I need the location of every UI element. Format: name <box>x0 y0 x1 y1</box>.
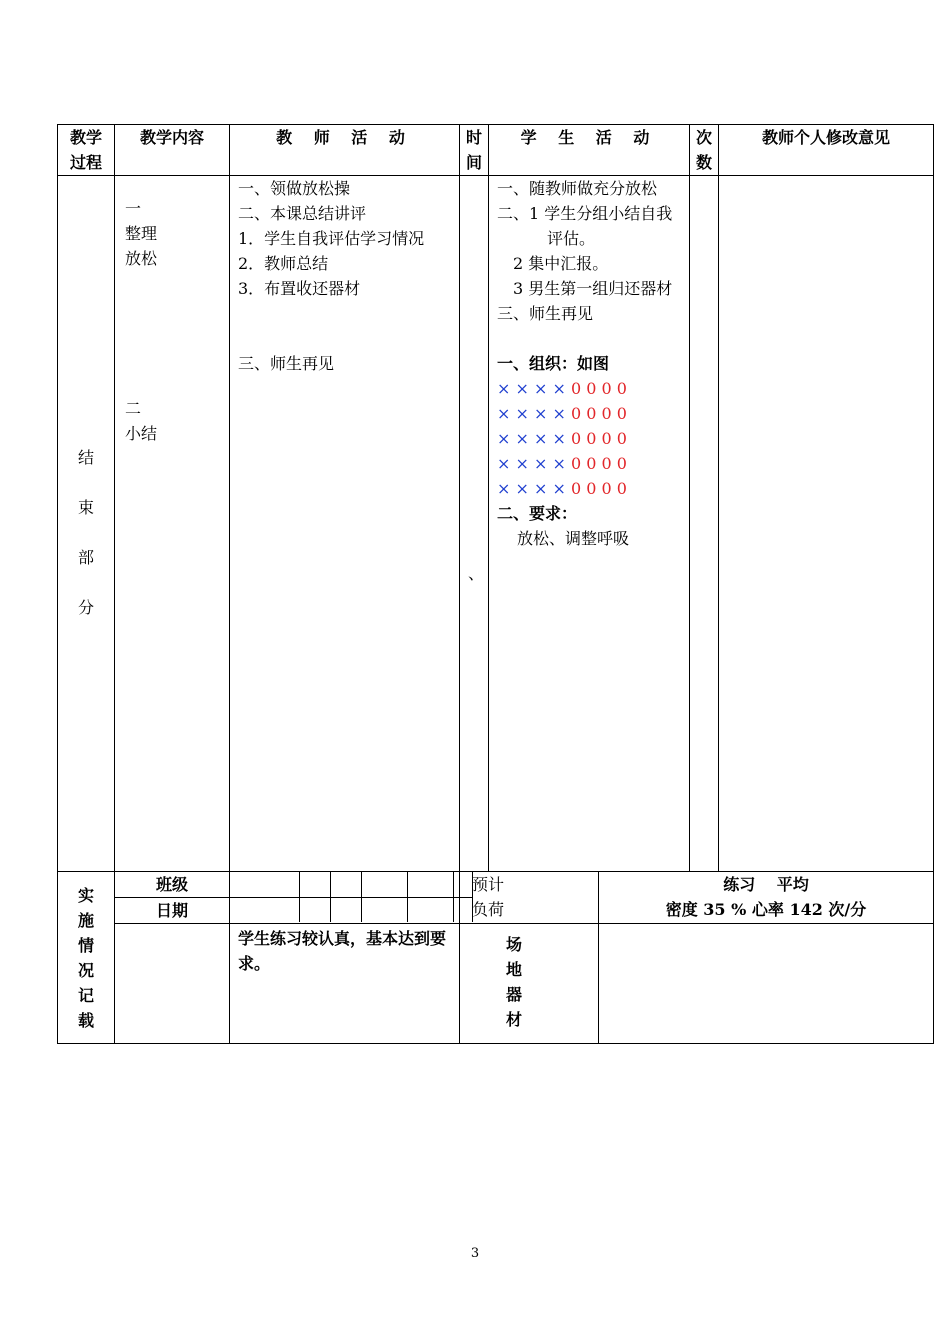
requirements-title: 二、要求： <box>497 504 578 523</box>
teacher-farewell: 三、师生再见 <box>238 354 335 373</box>
header-count: 次 数 <box>690 125 719 176</box>
venue-label-cell: 场 地 器 材 <box>460 924 599 1044</box>
header-notes: 教师个人修改意见 <box>719 125 934 176</box>
record-empty-cell <box>115 924 230 1044</box>
expected-load-value: 练习 平均 密度 35 % 心率 142 次/分 <box>599 872 934 924</box>
implementation-comment: 学生练习较认真，基本达到要求。 <box>238 929 447 973</box>
header-student-activity: 学 生 活 动 <box>489 125 690 176</box>
class-date-inner-grid <box>230 872 472 922</box>
comment-cell <box>230 924 460 1044</box>
content-cell <box>115 176 230 872</box>
time-cell <box>460 176 489 872</box>
expected-load-label: 预计 负荷 <box>460 872 599 924</box>
comment-row <box>58 924 934 1044</box>
content-part1-line2: 放松 <box>125 249 158 268</box>
lesson-plan-table <box>57 124 934 1044</box>
content-part2-line1: 小结 <box>125 424 158 443</box>
page-number: 3 <box>470 1246 480 1261</box>
teacher-activity-cell: 一、领做放松操 二、本课总结讲评 1．学生自我评估学习情况 2．教师总结 3．布置收还器材 三、师生再见 <box>230 176 460 872</box>
ending-section-row <box>58 176 934 872</box>
header-time: 时 间 <box>460 125 489 176</box>
header-process: 教学 过程 <box>58 125 115 176</box>
formation-row: × × × × 0 0 0 0 <box>497 479 627 498</box>
class-label: 班级 <box>115 872 230 898</box>
venue-value-cell <box>599 924 934 1044</box>
organization-title: 一、组织：如图 <box>497 354 610 373</box>
record-label: 实 施 情 况 记 载 <box>58 872 115 1044</box>
student-activity-cell: 一、随教师做充分放松 二、1 学生分组小结自我 评估。 2 集中汇报。 3 男生第一组归还器材 三、师生再见 一、组织：如图 × × × × 0 0 0 0 × × × × 0 0 0 0 × × × × 0 0 0 0 × × × × 0 0 0 0 × × × × 0 0 0 0 二、要求： 放松、调整呼吸 <box>489 176 690 872</box>
content-part2-number: 二 <box>125 399 142 418</box>
content-part1-line1: 整理 <box>125 224 158 243</box>
class-date-grid <box>230 872 460 924</box>
formation-row: × × × × 0 0 0 0 <box>497 429 627 448</box>
header-row <box>58 125 934 176</box>
requirements-text: 放松、调整呼吸 <box>517 529 630 548</box>
class-row <box>58 872 934 898</box>
notes-cell <box>719 176 934 872</box>
date-label: 日期 <box>115 898 230 924</box>
formation-row: × × × × 0 0 0 0 <box>497 454 627 473</box>
count-cell <box>690 176 719 872</box>
content-part1-number: 一 <box>125 199 142 218</box>
formation-row: × × × × 0 0 0 0 <box>497 404 627 423</box>
process-section-label: 结 束 部 分 <box>58 176 115 872</box>
header-teacher-activity: 教 师 活 动 <box>230 125 460 176</box>
time-mark: 、 <box>468 564 485 583</box>
formation-row: × × × × 0 0 0 0 <box>497 379 627 398</box>
header-content: 教学内容 <box>115 125 230 176</box>
